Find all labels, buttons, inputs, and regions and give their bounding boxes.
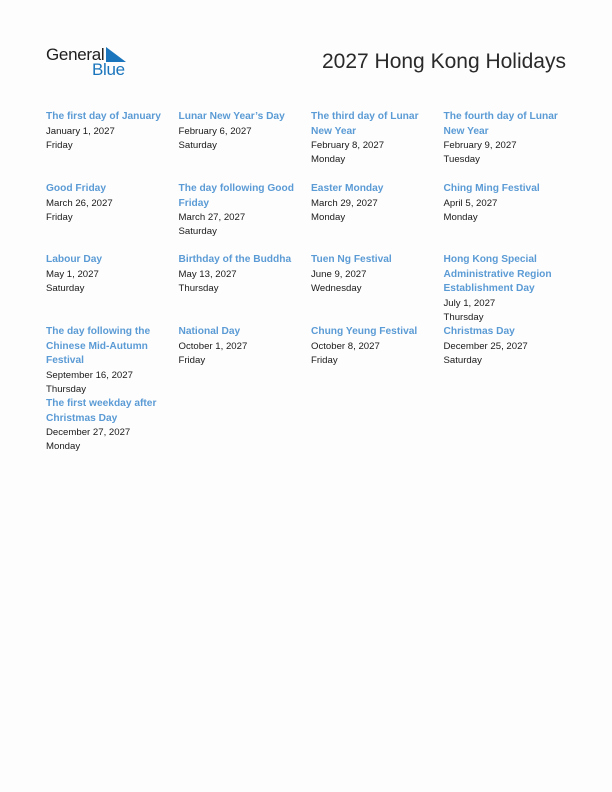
holiday-entry xyxy=(46,110,179,182)
holiday-entry xyxy=(46,182,179,253)
holiday-weekday: Saturday xyxy=(178,139,217,151)
holiday-date: March 27, 2027 xyxy=(178,212,246,223)
holiday-entry xyxy=(179,253,312,325)
holiday-name: The third day of Lunar New Year xyxy=(311,111,419,137)
holiday-weekday: Friday xyxy=(46,139,73,151)
holiday-entry xyxy=(179,182,312,253)
holiday-weekday: Thursday xyxy=(46,383,86,395)
holiday-row xyxy=(46,253,576,325)
holiday-name: National Day xyxy=(178,326,241,337)
holiday-weekday: Monday xyxy=(46,441,81,452)
page-title: 2027 Hong Kong Holidays xyxy=(321,50,566,73)
holiday-date: December 25, 2027 xyxy=(443,340,528,352)
holiday-date: February 8, 2027 xyxy=(311,140,385,151)
holiday-name: The fourth day of Lunar New Year xyxy=(443,111,558,137)
holiday-date: March 26, 2027 xyxy=(46,197,113,209)
holiday-weekday: Friday xyxy=(178,354,206,366)
holiday-row xyxy=(46,325,576,397)
holiday-entry xyxy=(444,110,577,182)
holiday-name: Hong Kong Special Administrative Region Establishment Day xyxy=(443,254,552,294)
holiday-date: January 1, 2027 xyxy=(46,125,115,137)
holiday-entry xyxy=(179,110,312,182)
holiday-date: March 29, 2027 xyxy=(311,197,378,209)
holiday-name: Lunar New Year’s Day xyxy=(178,111,285,122)
holiday-date: October 8, 2027 xyxy=(311,340,380,352)
holiday-name: Chung Yeung Festival xyxy=(311,326,418,337)
holiday-name: Ching Ming Festival xyxy=(443,183,540,194)
holiday-date: February 9, 2027 xyxy=(443,140,517,151)
holiday-date: September 16, 2027 xyxy=(46,369,133,381)
holiday-weekday: Saturday xyxy=(46,282,85,294)
holiday-date: April 5, 2027 xyxy=(443,197,498,209)
logo-text-general: General xyxy=(46,45,105,64)
holiday-weekday: Monday xyxy=(311,211,346,223)
holiday-name: The first day of January xyxy=(46,111,161,122)
holiday-entry xyxy=(444,325,577,397)
holiday-name: Good Friday xyxy=(46,183,106,194)
holiday-weekday: Friday xyxy=(46,211,73,223)
holiday-weekday: Monday xyxy=(443,211,478,223)
holiday-date: February 6, 2027 xyxy=(178,125,252,137)
holiday-date: October 1, 2027 xyxy=(178,340,248,352)
holiday-weekday: Friday xyxy=(311,354,338,366)
holiday-date: May 13, 2027 xyxy=(178,268,237,280)
holiday-date: June 9, 2027 xyxy=(311,268,367,280)
holiday-row xyxy=(46,182,576,253)
holiday-date: May 1, 2027 xyxy=(46,268,99,280)
holiday-row xyxy=(46,110,576,182)
holiday-name: The day following the Chinese Mid-Autumn Festival xyxy=(46,326,151,366)
holiday-row xyxy=(46,397,576,454)
holiday-entry xyxy=(179,325,312,397)
holiday-name: Birthday of the Buddha xyxy=(178,254,292,265)
holiday-entry xyxy=(46,325,179,397)
holiday-name: Easter Monday xyxy=(311,183,384,194)
holiday-weekday: Thursday xyxy=(443,311,484,323)
holiday-name: Tuen Ng Festival xyxy=(311,254,392,265)
holiday-entry xyxy=(311,182,444,253)
holiday-weekday: Tuesday xyxy=(443,154,480,165)
brand-logo xyxy=(46,45,136,79)
holiday-name: The first weekday after Christmas Day xyxy=(46,398,157,424)
holiday-entry xyxy=(46,253,179,325)
holiday-entry xyxy=(311,253,444,325)
logo-text-blue: Blue xyxy=(92,60,125,79)
holiday-date: July 1, 2027 xyxy=(443,297,496,309)
holiday-entry xyxy=(311,325,444,397)
holiday-date: December 27, 2027 xyxy=(46,427,131,438)
holiday-name: Christmas Day xyxy=(443,326,515,337)
holiday-grid xyxy=(46,110,576,454)
holiday-entry xyxy=(311,110,444,182)
holiday-name: Labour Day xyxy=(46,254,103,265)
holiday-weekday: Thursday xyxy=(178,282,219,294)
holiday-weekday: Saturday xyxy=(443,354,482,366)
holiday-entry xyxy=(444,182,577,253)
holiday-weekday: Wednesday xyxy=(311,282,362,294)
holiday-entry xyxy=(444,253,577,325)
holiday-entry xyxy=(46,397,179,454)
holiday-name: The day following Good Friday xyxy=(178,183,294,209)
holiday-weekday: Saturday xyxy=(178,226,217,237)
holiday-weekday: Monday xyxy=(311,154,346,165)
